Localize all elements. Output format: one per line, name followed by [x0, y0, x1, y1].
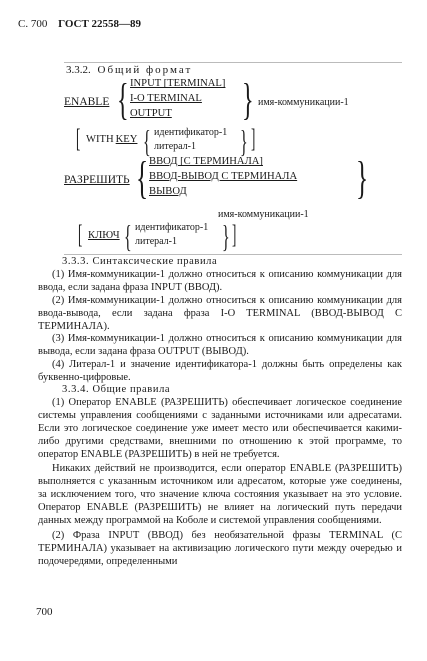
- razreshit-keyword: РАЗРЕШИТЬ: [64, 174, 130, 186]
- syntax-rule-4: (4) Литерал-1 и значение идентификатора-1 должны быть определены как буквенно-цифровые.: [38, 359, 402, 384]
- communication-name-operand: имя-коммуникации-1: [258, 97, 349, 108]
- syntax-rule-3: (3) Имя-коммуникации-1 должно относиться к описанию коммуникации для вывода, если задана фраза OUTPUT (ВЫВОД).: [38, 333, 402, 358]
- format-box-top: [64, 62, 402, 63]
- syntax-rule-1: (1) Имя-коммуникации-1 должно относиться к описанию коммуникации для ввода, если задана фраза INPUT (ВВОД).: [38, 268, 402, 293]
- option-vvod-vyvod: ВВОД-ВЫВОД С ТЕРМИНАЛА: [149, 171, 298, 182]
- left-brace-icon: {: [143, 123, 151, 159]
- left-bracket-icon: [: [76, 124, 81, 153]
- general-paragraph-2: Никаких действий не производится, если оператор ENABLE (РАЗРЕШИТЬ) выполняется с указанным источником или адресатом, которые уже соединены, за исключением того, что значение ключа состояния указывает на это условие. Оператор ENABLE (РАЗРЕШИТЬ) не влияет на логический путь передачи данных между программой на Коболе и системой управления сообщениями.: [38, 463, 402, 527]
- format-box-bottom: [64, 254, 402, 255]
- section-number: 3.3.2.: [66, 64, 91, 76]
- key-keyword: KEY: [115, 134, 138, 145]
- syntax-heading: 3.3.3. Синтаксические правила: [62, 256, 218, 267]
- communication-name-operand-ru: имя-коммуникации-1: [218, 209, 309, 220]
- identifier-option: идентификатор-1: [154, 127, 228, 138]
- section-title: Общий формат: [97, 64, 193, 76]
- identifier-option-ru: идентификатор-1: [135, 222, 209, 233]
- enable-keyword: ENABLE: [64, 96, 110, 108]
- syntax-rule-2: (2) Имя-коммуникации-1 должно относиться к описанию коммуникации для ввода-вывода, если задана фраза I-O TERMINAL (ВВОД-ВЫВОД С ТЕРМИНАЛА).: [38, 294, 402, 332]
- page-header: [18, 18, 141, 30]
- option-output: OUTPUT: [130, 108, 172, 119]
- right-brace-icon: }: [356, 152, 369, 203]
- section-heading: [66, 64, 192, 77]
- general-rule-1: (1) Оператор ENABLE (РАЗРЕШИТЬ) обеспечивает логическое соединение системы управления сообщениями с заданными источниками или адресатами. Если это логическое соединение уже имеет место или обеспечивается какими-либо другими средствами, внешними по отношению к этой программе, то оператор ENABLE (РАЗРЕШИТЬ) в ней не требуется.: [38, 396, 402, 460]
- page-number: 700: [36, 606, 53, 618]
- standard-id: ГОСТ 22558—89: [58, 18, 142, 30]
- left-brace-icon: {: [117, 75, 129, 124]
- right-bracket-icon: ]: [251, 124, 256, 153]
- literal-option-ru: литерал-1: [135, 236, 177, 247]
- left-brace-icon: {: [136, 152, 149, 203]
- option-vvod-terminal: ВВОД [С ТЕРМИНАЛА]: [149, 156, 263, 167]
- left-bracket-icon: [: [78, 220, 83, 249]
- right-bracket-icon: ]: [232, 220, 237, 249]
- right-brace-icon: }: [222, 218, 230, 254]
- syntax-rules: [38, 256, 402, 385]
- page-label: С. 700: [18, 18, 48, 30]
- general-rules: [38, 384, 402, 569]
- option-input-terminal: INPUT [TERMINAL]: [130, 78, 226, 89]
- option-io-terminal: I-O TERMINAL: [130, 93, 202, 104]
- klyuch-keyword: КЛЮЧ: [88, 230, 120, 241]
- general-heading: 3.3.4. Общие правила: [62, 384, 171, 395]
- literal-option: литерал-1: [154, 141, 196, 152]
- general-rule-2: (2) Фраза INPUT (ВВОД) без необязательной фразы TERMINAL (С ТЕРМИНАЛА) указывает на активизацию логического пути между очередью и подочередями, определенными: [38, 529, 402, 567]
- right-brace-icon: }: [240, 123, 248, 159]
- left-brace-icon: {: [124, 218, 132, 254]
- with-key-keyword: WITH KEY: [86, 134, 138, 145]
- option-vyvod: ВЫВОД: [149, 186, 187, 197]
- right-brace-icon: }: [242, 75, 254, 124]
